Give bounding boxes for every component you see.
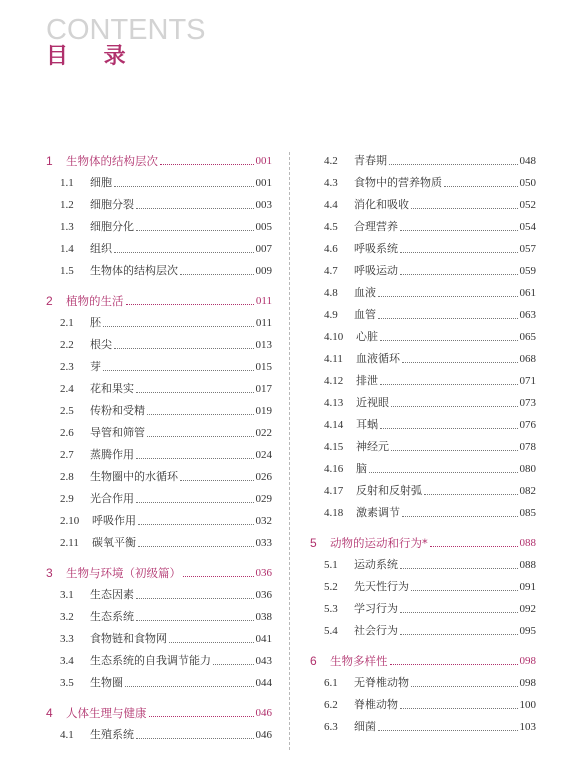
page-number: 088 [519,537,536,549]
toc-section-entry[interactable] [310,414,536,436]
toc-section-entry[interactable] [46,488,272,510]
section-number: 3.5 [60,677,74,689]
page-number: 044 [255,677,272,689]
section-number: 1.3 [60,221,74,233]
toc-section-entry[interactable] [46,466,272,488]
toc-section-entry[interactable] [46,532,272,554]
toc-chapter-entry[interactable] [46,150,272,172]
toc-section-entry[interactable] [310,576,536,598]
section-number: 4.7 [324,265,338,277]
dot-leader [378,318,518,319]
section-number: 3.4 [60,655,74,667]
toc-section-entry[interactable] [310,194,536,216]
chapter-title: 植物的生活 [66,294,124,308]
dot-leader [136,738,254,739]
section-number: 5.3 [324,603,338,615]
section-number: 2.4 [60,383,74,395]
section-number: 5.4 [324,625,338,637]
section-number: 2.3 [60,361,74,373]
toc-section-entry[interactable] [46,628,272,650]
toc-section-entry[interactable] [46,606,272,628]
section-title: 组织 [90,242,112,255]
page-number: 085 [519,507,536,519]
page-number: 041 [255,633,272,645]
section-title: 生物圈 [90,676,123,689]
toc-section-entry[interactable] [310,172,536,194]
page-number: 098 [519,655,536,667]
section-number: 2.5 [60,405,74,417]
page-number: 011 [255,295,272,307]
section-title: 运动系统 [354,558,398,571]
dot-leader [136,392,254,393]
section-title: 生物体的结构层次 [90,264,178,277]
page-number: 015 [255,361,272,373]
dot-leader [400,252,518,253]
page-number: 073 [519,397,536,409]
section-title: 耳蜗 [356,418,378,431]
toc-section-entry[interactable] [310,502,536,524]
dot-leader [126,304,254,305]
page-number: 098 [519,677,536,689]
dot-leader [391,450,518,451]
dot-leader [378,730,518,731]
section-title: 神经元 [356,440,389,453]
page-number: 080 [519,463,536,475]
dot-leader [183,576,254,577]
page-number: 003 [255,199,272,211]
section-number: 4.1 [60,729,74,741]
section-title: 青春期 [354,154,387,167]
toc-section-entry[interactable] [310,370,536,392]
toc-section-entry[interactable] [46,400,272,422]
page-number: 024 [255,449,272,461]
dot-leader [400,612,518,613]
page-number: 095 [519,625,536,637]
toc-section-entry[interactable] [310,458,536,480]
dot-leader [380,384,518,385]
dot-leader [400,634,518,635]
toc-section-entry[interactable] [310,260,536,282]
toc-column-right [310,150,536,738]
toc-section-entry[interactable] [46,422,272,444]
dot-leader [136,502,254,503]
page-number: 046 [255,707,272,719]
page-number: 001 [255,155,272,167]
section-title: 传粉和受精 [90,404,145,417]
section-title: 胚 [90,316,101,329]
page-number: 065 [519,331,536,343]
dot-leader [378,296,518,297]
section-number: 4.12 [324,375,344,387]
dot-leader [411,590,518,591]
dot-leader [380,428,518,429]
dot-leader [402,516,518,517]
section-number: 2.9 [60,493,74,505]
page-number: 026 [255,471,272,483]
toc-section-entry[interactable] [310,216,536,238]
page-number: 068 [519,353,536,365]
toc-section-entry[interactable] [46,312,272,334]
toc-section-entry[interactable] [310,282,536,304]
section-number: 1.4 [60,243,74,255]
page-number: 082 [519,485,536,497]
section-title: 合理营养 [354,220,398,233]
contents-heading-en: CONTENTS [46,14,206,46]
dot-leader [114,186,254,187]
page-number: 019 [255,405,272,417]
section-number: 6.2 [324,699,338,711]
toc-section-entry[interactable] [310,598,536,620]
section-title: 血液 [354,286,376,299]
section-title: 生态系统 [90,610,134,623]
toc-section-entry[interactable] [46,672,272,694]
section-number: 2.8 [60,471,74,483]
section-title: 蒸腾作用 [90,448,134,461]
section-number: 1.2 [60,199,74,211]
page-number: 063 [519,309,536,321]
section-title: 芽 [90,360,101,373]
chapter-title: 生物体的结构层次 [66,154,158,168]
dot-leader [169,642,254,643]
page-number: 076 [519,419,536,431]
chapter-title: 人体生理与健康 [66,706,147,720]
section-number: 4.18 [324,507,344,519]
section-number: 1.5 [60,265,74,277]
section-title: 食物中的营养物质 [354,176,442,189]
dot-leader [136,598,254,599]
dot-leader [180,274,254,275]
dot-leader [380,340,518,341]
section-number: 4.13 [324,397,344,409]
dot-leader [213,664,254,665]
chapter-number: 3 [46,566,53,580]
page-number: 036 [255,567,272,579]
toc-section-entry[interactable] [310,694,536,716]
section-title: 脑 [356,462,367,475]
page-number: 032 [255,515,272,527]
page-number: 022 [255,427,272,439]
toc-section-entry[interactable] [310,238,536,260]
toc-section-entry[interactable] [310,150,536,172]
page-number: 071 [519,375,536,387]
toc-column-left [46,150,272,746]
dot-leader [411,686,518,687]
page-number: 103 [519,721,536,733]
page-number: 046 [255,729,272,741]
section-number: 4.9 [324,309,338,321]
dot-leader [160,164,254,165]
page-number: 052 [519,199,536,211]
section-title: 花和果实 [90,382,134,395]
page-number: 013 [255,339,272,351]
dot-leader [444,186,518,187]
section-number: 2.6 [60,427,74,439]
toc-section-entry[interactable] [46,378,272,400]
dot-leader [136,230,254,231]
section-title: 根尖 [90,338,112,351]
section-number: 4.6 [324,243,338,255]
dot-leader [400,274,518,275]
page-number: 007 [255,243,272,255]
section-title: 消化和吸收 [354,198,409,211]
section-title: 反射和反射弧 [356,484,422,497]
toc-chapter-entry[interactable] [310,532,536,554]
section-number: 2.7 [60,449,74,461]
section-title: 生态因素 [90,588,134,601]
dot-leader [147,414,254,415]
page-number: 036 [255,589,272,601]
section-number: 4.17 [324,485,344,497]
chapter-title: 生物与环境（初级篇） [66,566,181,580]
dot-leader [389,164,518,165]
dot-leader [103,370,254,371]
section-title: 细胞分化 [90,220,134,233]
toc-section-entry[interactable] [310,554,536,576]
section-title: 生殖系统 [90,728,134,741]
section-number: 5.1 [324,559,338,571]
dot-leader [424,494,518,495]
section-title: 社会行为 [354,624,398,637]
page-number: 054 [519,221,536,233]
toc-section-entry[interactable] [46,238,272,260]
toc-section-entry[interactable] [46,216,272,238]
toc-section-entry[interactable] [46,510,272,532]
section-number: 3.2 [60,611,74,623]
toc-section-entry[interactable] [46,334,272,356]
section-number: 4.8 [324,287,338,299]
dot-leader [114,252,254,253]
section-number: 4.10 [324,331,344,343]
section-title: 先天性行为 [354,580,409,593]
page-number: 017 [255,383,272,395]
page-number: 100 [519,699,536,711]
section-title: 血管 [354,308,376,321]
section-number: 5.2 [324,581,338,593]
section-title: 光合作用 [90,492,134,505]
chapter-title: 生物多样性 [330,654,388,668]
chapter-number: 6 [310,654,317,668]
dot-leader [390,664,518,665]
toc-chapter-entry[interactable] [46,290,272,312]
dot-leader [136,620,254,621]
page-number: 038 [255,611,272,623]
section-number: 4.2 [324,155,338,167]
section-title: 食物链和食物网 [90,632,167,645]
section-number: 4.5 [324,221,338,233]
section-title: 呼吸作用 [92,514,136,527]
page-number: 009 [255,265,272,277]
dot-leader [114,348,254,349]
column-divider [289,152,290,750]
page-number: 029 [255,493,272,505]
section-number: 3.1 [60,589,74,601]
toc-section-entry[interactable] [310,436,536,458]
dot-leader [400,230,518,231]
section-title: 激素调节 [356,506,400,519]
dot-leader [369,472,518,473]
section-title: 呼吸系统 [354,242,398,255]
chapter-number: 4 [46,706,53,720]
toc-section-entry[interactable] [46,724,272,746]
toc-section-entry[interactable] [310,672,536,694]
section-number: 2.1 [60,317,74,329]
section-number: 4.4 [324,199,338,211]
page-number: 048 [519,155,536,167]
dot-leader [180,480,254,481]
page-number: 091 [519,581,536,593]
section-title: 近视眼 [356,396,389,409]
section-number: 2.11 [60,537,79,549]
section-title: 细菌 [354,720,376,733]
section-title: 生态系统的自我调节能力 [90,654,211,667]
dot-leader [103,326,254,327]
chapter-number: 2 [46,294,53,308]
toc-section-entry[interactable] [46,584,272,606]
toc-section-entry[interactable] [46,356,272,378]
toc-section-entry[interactable] [310,304,536,326]
section-title: 排泄 [356,374,378,387]
toc-section-entry[interactable] [310,716,536,738]
chapter-title: 动物的运动和行为* [330,536,428,550]
page-number: 005 [255,221,272,233]
dot-leader [136,458,254,459]
dot-leader [138,524,254,525]
section-title: 呼吸运动 [354,264,398,277]
section-title: 细胞 [90,176,112,189]
dot-leader [138,546,254,547]
section-title: 生物圈中的水循环 [90,470,178,483]
toc-section-entry[interactable] [46,650,272,672]
section-title: 导管和筛管 [90,426,145,439]
toc-chapter-entry[interactable] [310,650,536,672]
dot-leader [400,708,518,709]
section-number: 2.10 [60,515,80,527]
dot-leader [402,362,518,363]
dot-leader [136,208,254,209]
toc-section-entry[interactable] [310,392,536,414]
page-number: 043 [255,655,272,667]
section-title: 脊椎动物 [354,698,398,711]
toc-section-entry[interactable] [310,326,536,348]
section-title: 碳氧平衡 [92,536,136,549]
chapter-number: 1 [46,154,53,168]
page-number: 061 [519,287,536,299]
section-number: 4.11 [324,353,343,365]
toc-section-entry[interactable] [310,480,536,502]
section-number: 6.1 [324,677,338,689]
dot-leader [125,686,254,687]
dot-leader [391,406,518,407]
page-number: 001 [255,177,272,189]
section-number: 3.3 [60,633,74,645]
page-number: 088 [519,559,536,571]
section-number: 1.1 [60,177,74,189]
section-number: 4.15 [324,441,344,453]
dot-leader [430,546,518,547]
page-number: 059 [519,265,536,277]
section-title: 心脏 [356,330,378,343]
section-number: 2.2 [60,339,74,351]
page-number: 011 [255,317,272,329]
page-number: 078 [519,441,536,453]
page-number: 057 [519,243,536,255]
section-number: 4.14 [324,419,344,431]
section-number: 6.3 [324,721,338,733]
chapter-number: 5 [310,536,317,550]
dot-leader [411,208,518,209]
toc-section-entry[interactable] [46,194,272,216]
toc-section-entry[interactable] [310,348,536,370]
toc-section-entry[interactable] [310,620,536,642]
contents-heading-cn: 目 录 [46,44,140,69]
toc-section-entry[interactable] [46,260,272,282]
section-title: 血液循环 [356,352,400,365]
dot-leader [147,436,254,437]
toc-chapter-entry[interactable] [46,562,272,584]
page-number: 033 [255,537,272,549]
toc-section-entry[interactable] [46,172,272,194]
toc-section-entry[interactable] [46,444,272,466]
dot-leader [400,568,518,569]
page-number: 050 [519,177,536,189]
section-title: 细胞分裂 [90,198,134,211]
page-number: 092 [519,603,536,615]
section-title: 学习行为 [354,602,398,615]
dot-leader [149,716,254,717]
toc-chapter-entry[interactable] [46,702,272,724]
section-number: 4.3 [324,177,338,189]
section-number: 4.16 [324,463,344,475]
section-title: 无脊椎动物 [354,676,409,689]
